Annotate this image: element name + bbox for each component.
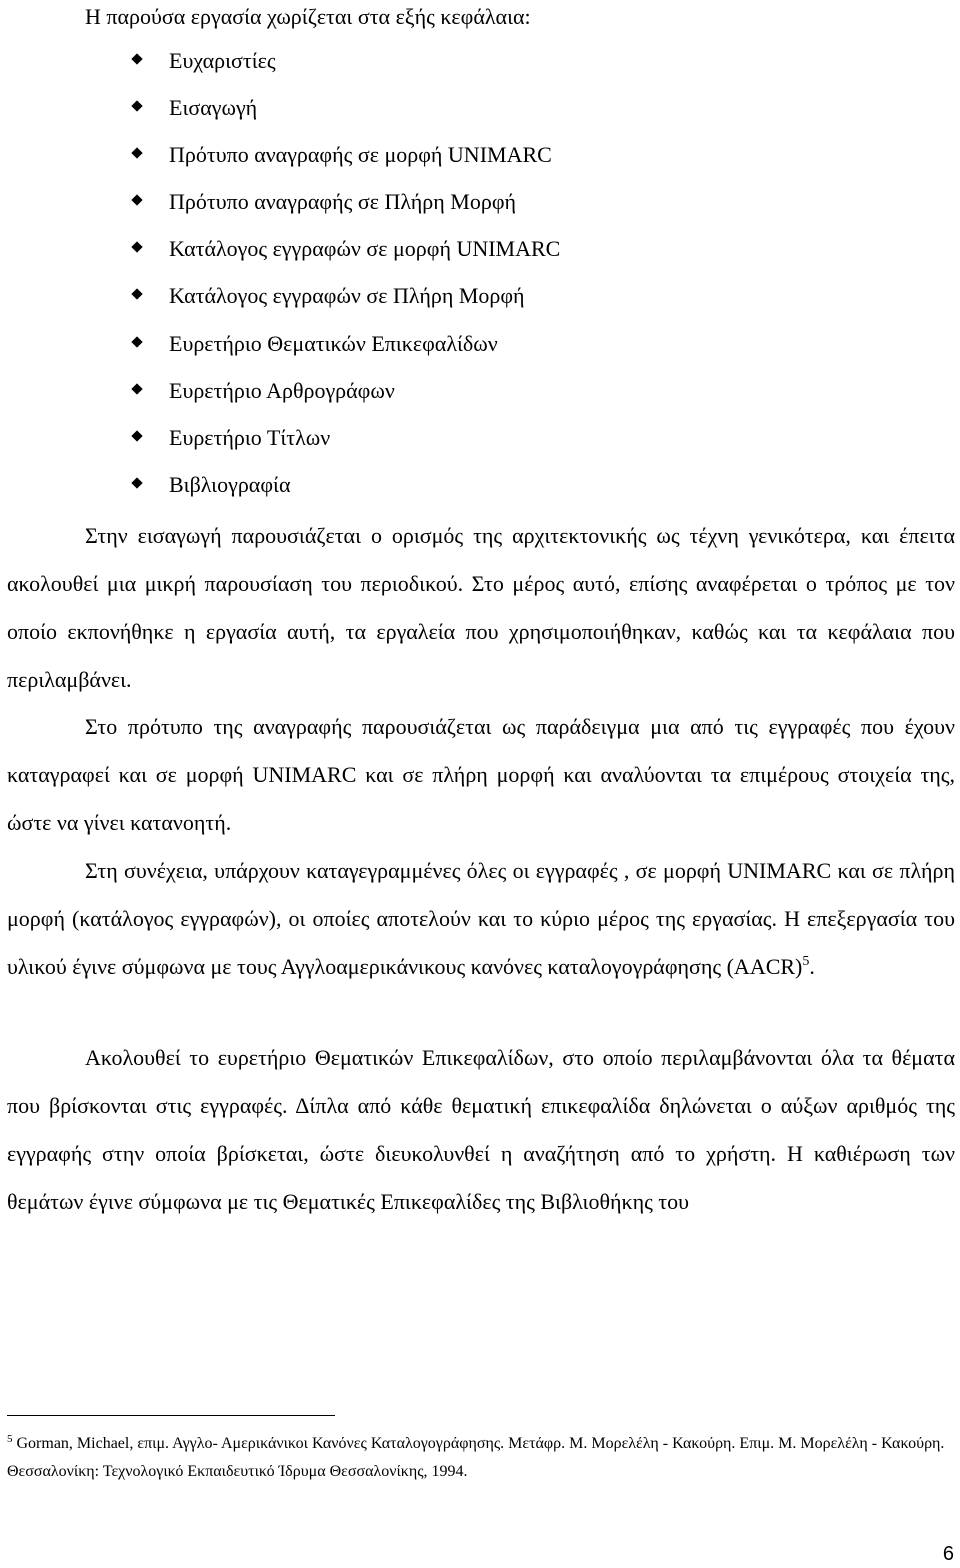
chapter-label: Πρότυπο αναγραφής σε μορφή UNIMARC	[169, 142, 552, 168]
diamond-bullet-icon	[131, 430, 142, 441]
diamond-bullet-icon	[131, 148, 142, 159]
chapter-list	[0, 37, 960, 508]
chapter-label: Ευχαριστίες	[169, 48, 276, 73]
chapter-label: Πρότυπο αναγραφής σε Πλήρη Μορφή	[169, 189, 517, 215]
paragraph-text: Ακολουθεί το ευρετήριο Θεματικών Επικεφαλίδων, στο οποίο περιλαμβάνονται όλα τα θέματα που βρίσκονται στις εγγραφές. Δίπλα από κάθε θεματική επικεφαλίδα δηλώνεται ο αύξων αριθμός της εγγραφής στην οποία βρίσκεται, ώστε διευκολυνθεί η αναζήτηση από το χρήστη. Η καθιέρωση των θεμάτων έγινε σύμφωνα με τις Θεματικές Επικεφαλίδες της Βιβλιοθήκης του	[7, 1045, 955, 1214]
chapter-label: Βιβλιογραφία	[169, 471, 291, 497]
list-item	[0, 414, 960, 461]
list-item	[0, 225, 960, 272]
paragraph-text: Στην εισαγωγή παρουσιάζεται ο ορισμός της αρχιτεκτονικής ως τέχνη γενικότερα, και έπειτα ακολουθεί μια μικρή παρουσίαση του περιοδικού. Στο μέρος αυτό, επίσης αναφέρεται ο τρόπος με τον οποίο εκπονήθηκε η εργασία αυτή, τα εργαλεία που χρησιμοποιήθηκαν, καθώς και τα κεφάλαια που περιλαμβάνει.	[7, 523, 955, 692]
intro-line: Η παρούσα εργασία χωρίζεται στα εξής κεφάλαια:	[85, 4, 531, 29]
footnote-text: Gorman, Michael, επιμ. Αγγλο- Αμερικάνικοι Κανόνες Καταλογογράφησης. Μετάφρ. Μ. Μορελέλη - Κακούρη. Επιμ. Μ. Μορελέλη - Κακούρη. Θεσσαλονίκη: Τεχνολογικό Εκπαιδευτικό Ίδρυμα Θεσσαλονίκης, 1994.	[7, 1435, 945, 1480]
diamond-bullet-icon	[131, 336, 142, 347]
chapter-label: Εισαγωγή	[169, 95, 258, 121]
list-item	[0, 320, 960, 367]
footnote-reference: 5	[802, 954, 810, 969]
diamond-bullet-icon	[131, 53, 142, 64]
footnote-number: 5	[7, 1433, 13, 1445]
diamond-bullet-icon	[131, 100, 142, 111]
paragraph-record-catalog	[7, 847, 955, 991]
list-item	[0, 272, 960, 319]
footnote	[7, 1430, 955, 1486]
paragraph-subject-index	[7, 1034, 955, 1226]
paragraph-end: .	[809, 954, 815, 979]
paragraph-text: Στη συνέχεια, υπάρχουν καταγεγραμμένες όλες οι εγγραφές , σε μορφή UNIMARC και σε πλήρη μορφή (κατάλογος εγγραφών), οι οποίες αποτελούν και το κύριο μέρος της εργασίας. Η επεξεργασία του υλικού έγινε σύμφωνα με τους Αγγλοαμερικάνικους κανόνες καταλογογράφησης (AACR)	[7, 858, 955, 979]
diamond-bullet-icon	[131, 383, 142, 394]
list-item	[0, 37, 960, 84]
diamond-bullet-icon	[131, 289, 142, 300]
chapter-label: Ευρετήριο Τίτλων	[169, 424, 331, 450]
chapter-label: Κατάλογος εγγραφών σε μορφή UNIMARC	[169, 236, 561, 262]
list-item	[0, 84, 960, 131]
diamond-bullet-icon	[131, 477, 142, 488]
paragraph-introduction	[7, 512, 955, 704]
page-number: 6	[942, 1543, 954, 1565]
list-item	[0, 367, 960, 414]
chapter-label: Ευρετήριο Θεματικών Επικεφαλίδων	[169, 330, 498, 356]
paragraph-text: Στο πρότυπο της αναγραφής παρουσιάζεται ως παράδειγμα μια από τις εγγραφές που έχουν καταγραφεί και σε μορφή UNIMARC και σε πλήρη μορφή και αναλύονται τα επιμέρους στοιχεία της, ώστε να γίνει κατανοητή.	[7, 714, 955, 835]
list-item	[0, 461, 960, 508]
chapter-label: Ευρετήριο Αρθρογράφων	[169, 377, 395, 403]
paragraph-record-template	[7, 703, 955, 847]
list-item	[0, 178, 960, 225]
list-item	[0, 131, 960, 178]
chapter-label: Κατάλογος εγγραφών σε Πλήρη Μορφή	[169, 283, 525, 309]
footnote-separator	[7, 1415, 335, 1416]
diamond-bullet-icon	[131, 242, 142, 253]
diamond-bullet-icon	[131, 195, 142, 206]
